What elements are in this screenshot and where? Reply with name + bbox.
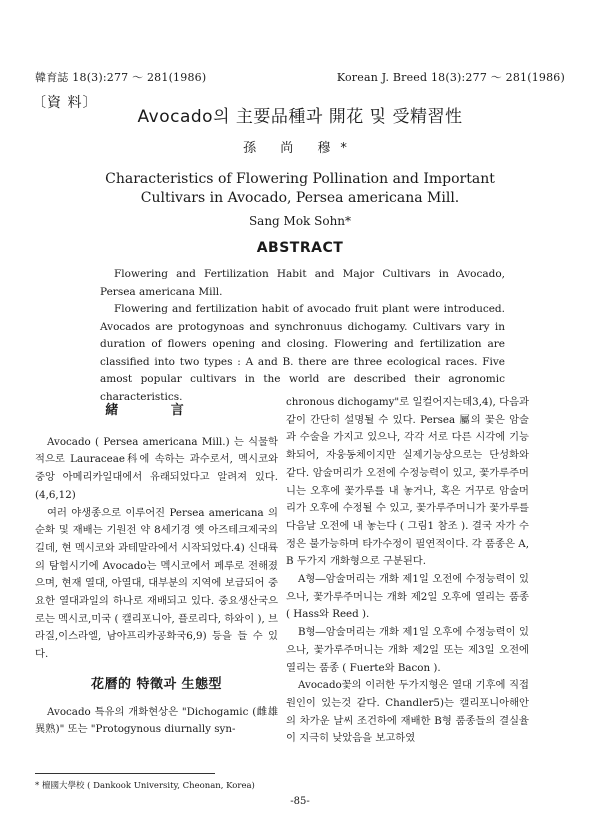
abstract-paragraph-1: Flowering and Fertilization Habit and Major Cultivars in Avocado, Persea americana Mill. xyxy=(100,268,505,298)
author-korean: 孫 尚 穆* xyxy=(243,141,357,156)
abstract-paragraph-2: Flowering and fertilization habit of avocado fruit plant were introduced. Avocados are protogynoas and synchronuus dichogamy. Cultivars vary in duration of flowers opening and closing. Flowering and fertilization are classified into two types : A and B. there are three ecological races. Five amost popular cultivars in the world are described their agronomic characteristics. xyxy=(100,303,505,403)
page-number: -85- xyxy=(290,796,310,807)
intro-paragraph-2: 여러 야생종으로 이루어진 Persea americana 의 순화 및 재배는 기원전 약 8세기경 옛 아즈테크제국의 길데, 현 멕시코와 과테말라에서 시작되었다.4) 신대륙의 탐험시기에 Avocado는 멕시코에서 페루로 전해졌으며, 현재 열대, 아열대, 대부분의 지역에 보급되어 중요한 열대과일의 하나로 재배되고 있다. 중요생산국으로는 멕시코,미국 ( 캘리포니아, 플로리다, 하와이 ), 브라질,이스라엘, 남아프리카공화국6,9) 등을 들 수 있다. xyxy=(35,506,278,661)
author-english: Sang Mok Sohn* xyxy=(248,214,352,228)
abstract-body xyxy=(100,266,505,406)
title-korean: Avocado의 主要品種과 開花 및 受精習性 xyxy=(137,107,463,127)
title-english-line2: Cultivars in Avocado, Persea americana Mill. xyxy=(140,190,460,206)
intro-paragraph-1: Avocado ( Persea americana Mill.) 는 식물학적으로 Lauraceae科에 속하는 과수로서, 멕시코와 중앙 아메리카일대에서 유래되었다고 알려져 있다.(4,6,12) xyxy=(35,435,278,501)
footnote-divider xyxy=(35,773,215,774)
section-heading-introduction: 緒 言 xyxy=(105,403,208,418)
section-heading-flowering: 花曆的 特徵과 生態型 xyxy=(90,676,223,692)
left-column xyxy=(35,392,278,739)
right-paragraph-4: Avocado꽃의 이러한 두가지형은 열대 기후에 직접 원인이 있는것 같다. Chandler5)는 캘리포니아해안의 차가운 날씨 조건하에 재배한 B형 품종들의 결실율이 지극히 낮았음을 보고하였 xyxy=(286,679,529,745)
right-paragraph-type-a: A형―암술머리는 개화 제1일 오전에 수정능력이 있으나, 꽃가루주머니는 개화 제2일 오후에 열리는 품종 ( Hass와 Reed ). xyxy=(286,573,529,621)
article-type-label: 〔資 料〕 xyxy=(32,95,98,111)
right-paragraph-1: chronous dichogamy"로 일컬어지는데3,4), 다음과 같이 간단히 설명될 수 있다. Persea 屬의 꽃은 암술과 수술을 가지고 있으나, 각각 서로 다른 시각에 기능화되어, 자웅동체이지만 실제기능상으로는 단성화와 같다. 암술머리가 오전에 수정능력이 있고, 꽃가루주머니는 오후에 꽃가루를 내 놓거나, 혹은 거꾸로 암술머리가 오후에 수정될 수 있고, 꽃가루주머니가 꽃가루를 다음날 오전에 내 놓는다 ( 그림1 참조 ). 결국 자가 수정은 불가능하며 타가수정이 필연적이다. 각 품종은 A, B 두가지 개화형으로 구분된다. xyxy=(286,396,529,568)
footnote-affiliation: * 檀國大學校 ( Dankook University, Cheonan, Korea) xyxy=(35,781,255,791)
journal-header-english: Korean J. Breed 18(3):277 ～ 281(1986) xyxy=(336,71,565,84)
title-english xyxy=(0,170,600,208)
flowering-paragraph-1: Avocado 특유의 개화현상은 "Dichogamic (雌雄異熟)" 또는 "Protogynous diurnally syn- xyxy=(35,705,278,736)
journal-header-korean: 韓育誌 18(3):277 ～ 281(1986) xyxy=(35,71,207,84)
title-english-line1: Characteristics of Flowering Pollination and Important xyxy=(105,171,495,187)
right-paragraph-type-b: B형―암술머리는 개화 제1일 오후에 수정능력이 있으나, 꽃가루주머니는 개화 제2일 또는 제3일 오전에 열리는 품종 ( Fuerte와 Bacon ). xyxy=(286,626,529,674)
abstract-heading: ABSTRACT xyxy=(256,240,344,256)
right-column xyxy=(286,394,529,748)
